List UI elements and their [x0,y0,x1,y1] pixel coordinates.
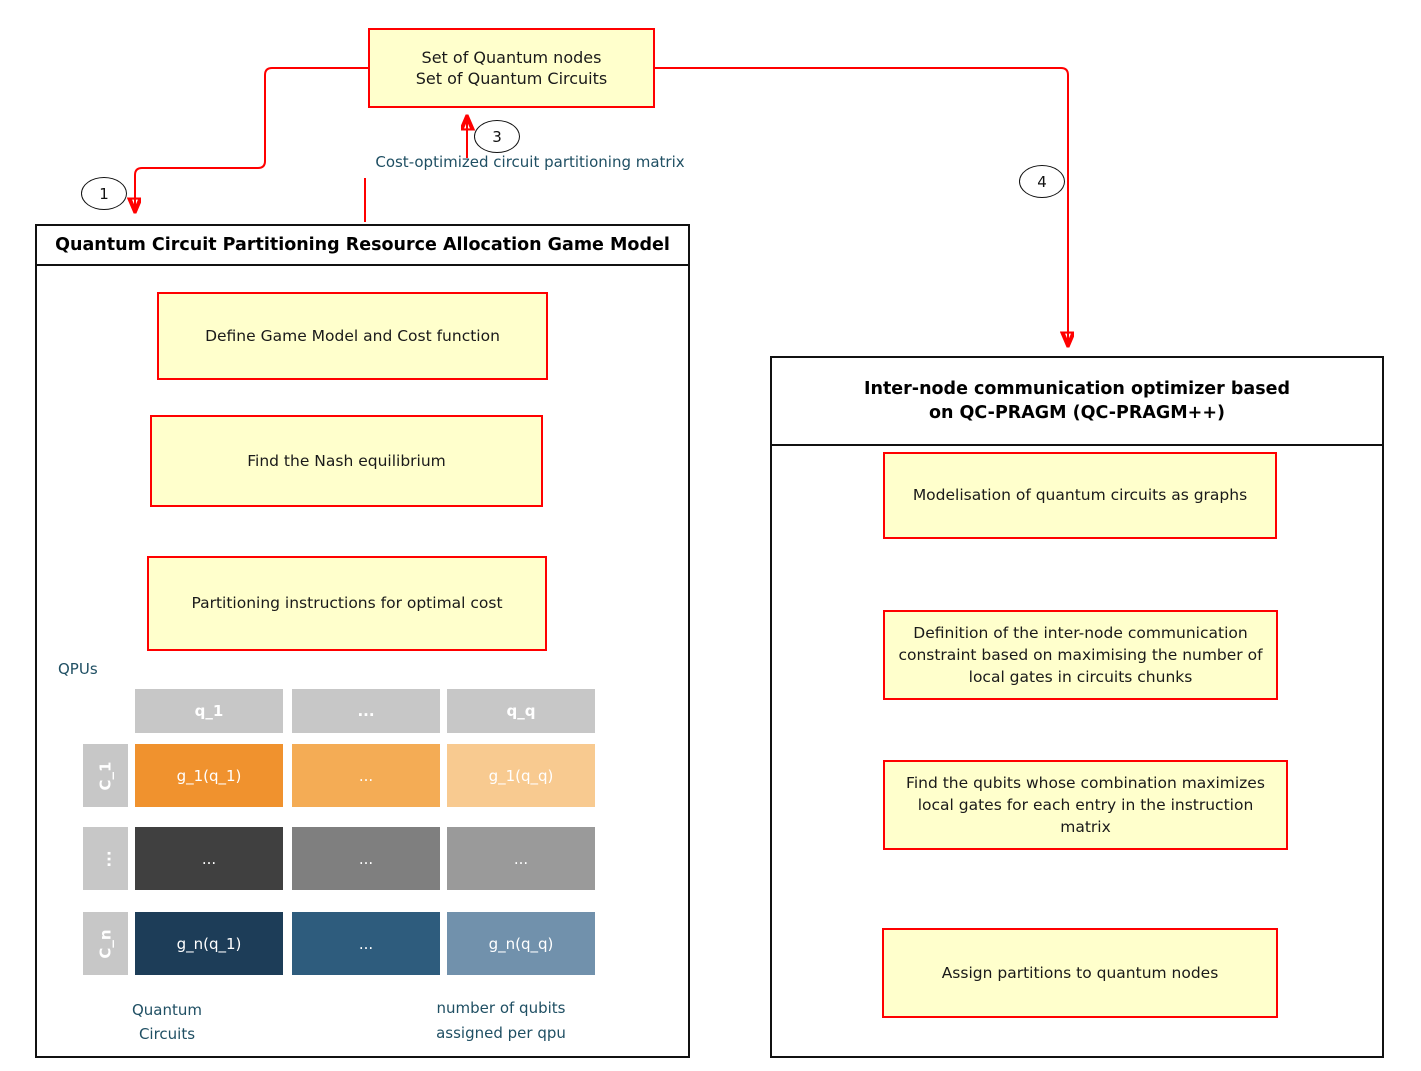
step-internode-constraint: Definition of the inter-node communication constraint based on maximising the number of local gates in circuits chunks [883,610,1278,700]
matrix-col-header-qq [447,689,595,733]
matrix-col-header-qq-text: q_q [506,702,536,720]
qubits-per-qpu-label [421,996,581,1046]
matrix-cell-g1q1-text: g_1(q_1) [176,766,242,785]
qubits-per-qpu-label-line1: number of qubits [436,999,566,1017]
matrix-row-label-cn-text: C_n [96,928,115,959]
matrix-col-header-dots-text: ... [357,702,375,720]
matrix-cell-gnqq-text: g_n(q_q) [488,934,554,953]
quantum-circuits-label-line2: Circuits [138,1025,196,1043]
optimizer-panel-title [772,358,1382,446]
step-assign-partitions: Assign partitions to quantum nodes [882,928,1278,1018]
quantum-sets-line1: Set of Quantum nodes [421,48,602,67]
matrix-cell-g1qq-text: g_1(q_q) [488,766,554,785]
quantum-circuits-label [126,998,208,1046]
step-badge-3-number: 3 [492,127,502,146]
matrix-cell-gnqq [447,912,595,975]
step-badge-1 [81,177,127,210]
step-modelisation-graphs: Modelisation of quantum circuits as graphs [883,452,1277,539]
matrix-cell-g1qq [447,744,595,807]
matrix-cell-gnq1-text: g_n(q_1) [176,934,242,953]
matrix-col-header-dots [292,689,440,733]
matrix-cell-r2c3 [447,827,595,890]
step-define-game-model: Define Game Model and Cost function [157,292,548,380]
matrix-cell-r2c3-text: ... [513,849,529,868]
matrix-row-label-dots-text: ... [96,849,115,868]
matrix-cell-r2c2-text: ... [358,849,374,868]
matrix-cell-r1-dots-text: ... [358,766,374,785]
step-badge-4 [1019,165,1065,198]
matrix-col-header-q1-text: q_1 [194,702,224,720]
matrix-cell-r2c1 [135,827,283,890]
matrix-cell-r1-dots [292,744,440,807]
matrix-col-header-q1 [135,689,283,733]
arrow-top-to-right-panel [655,68,1068,344]
cost-matrix-label: Cost-optimized circuit partitioning matrix [375,153,685,171]
matrix-cell-r2c1-text: ... [201,849,217,868]
quantum-sets-node [368,28,655,108]
quantum-sets-line2: Set of Quantum Circuits [415,69,608,88]
matrix-cell-gnq1 [135,912,283,975]
arrow-top-to-left-panel [135,68,368,210]
step-find-qubits: Find the qubits whose combination maximizes local gates for each entry in the instruction matrix [883,760,1288,850]
quantum-circuits-label-line1: Quantum [131,1001,202,1019]
matrix-cell-r3-dots-text: ... [358,934,374,953]
step-badge-1-number: 1 [99,184,109,203]
optimizer-panel-title-line2: on QC-PRAGM (QC-PRAGM++) [928,403,1225,423]
step-badge-3 [474,120,520,153]
qubits-per-qpu-label-line2: assigned per qpu [436,1024,566,1042]
matrix-row-label-dots [83,827,128,890]
matrix-row-label-cn [83,912,128,975]
game-model-panel-title: Quantum Circuit Partitioning Resource Allocation Game Model [37,226,688,266]
matrix-cell-r2c2 [292,827,440,890]
matrix-row-label-c1 [83,744,128,807]
step-nash-equilibrium: Find the Nash equilibrium [150,415,543,507]
matrix-row-label-c1-text: C_1 [96,761,115,790]
qpus-label: QPUs [58,660,98,678]
step-partitioning-instructions: Partitioning instructions for optimal cost [147,556,547,651]
matrix-cell-g1q1 [135,744,283,807]
optimizer-panel-title-line1: Inter-node communication optimizer based [863,379,1291,399]
step-badge-4-number: 4 [1037,172,1047,191]
matrix-cell-r3-dots [292,912,440,975]
